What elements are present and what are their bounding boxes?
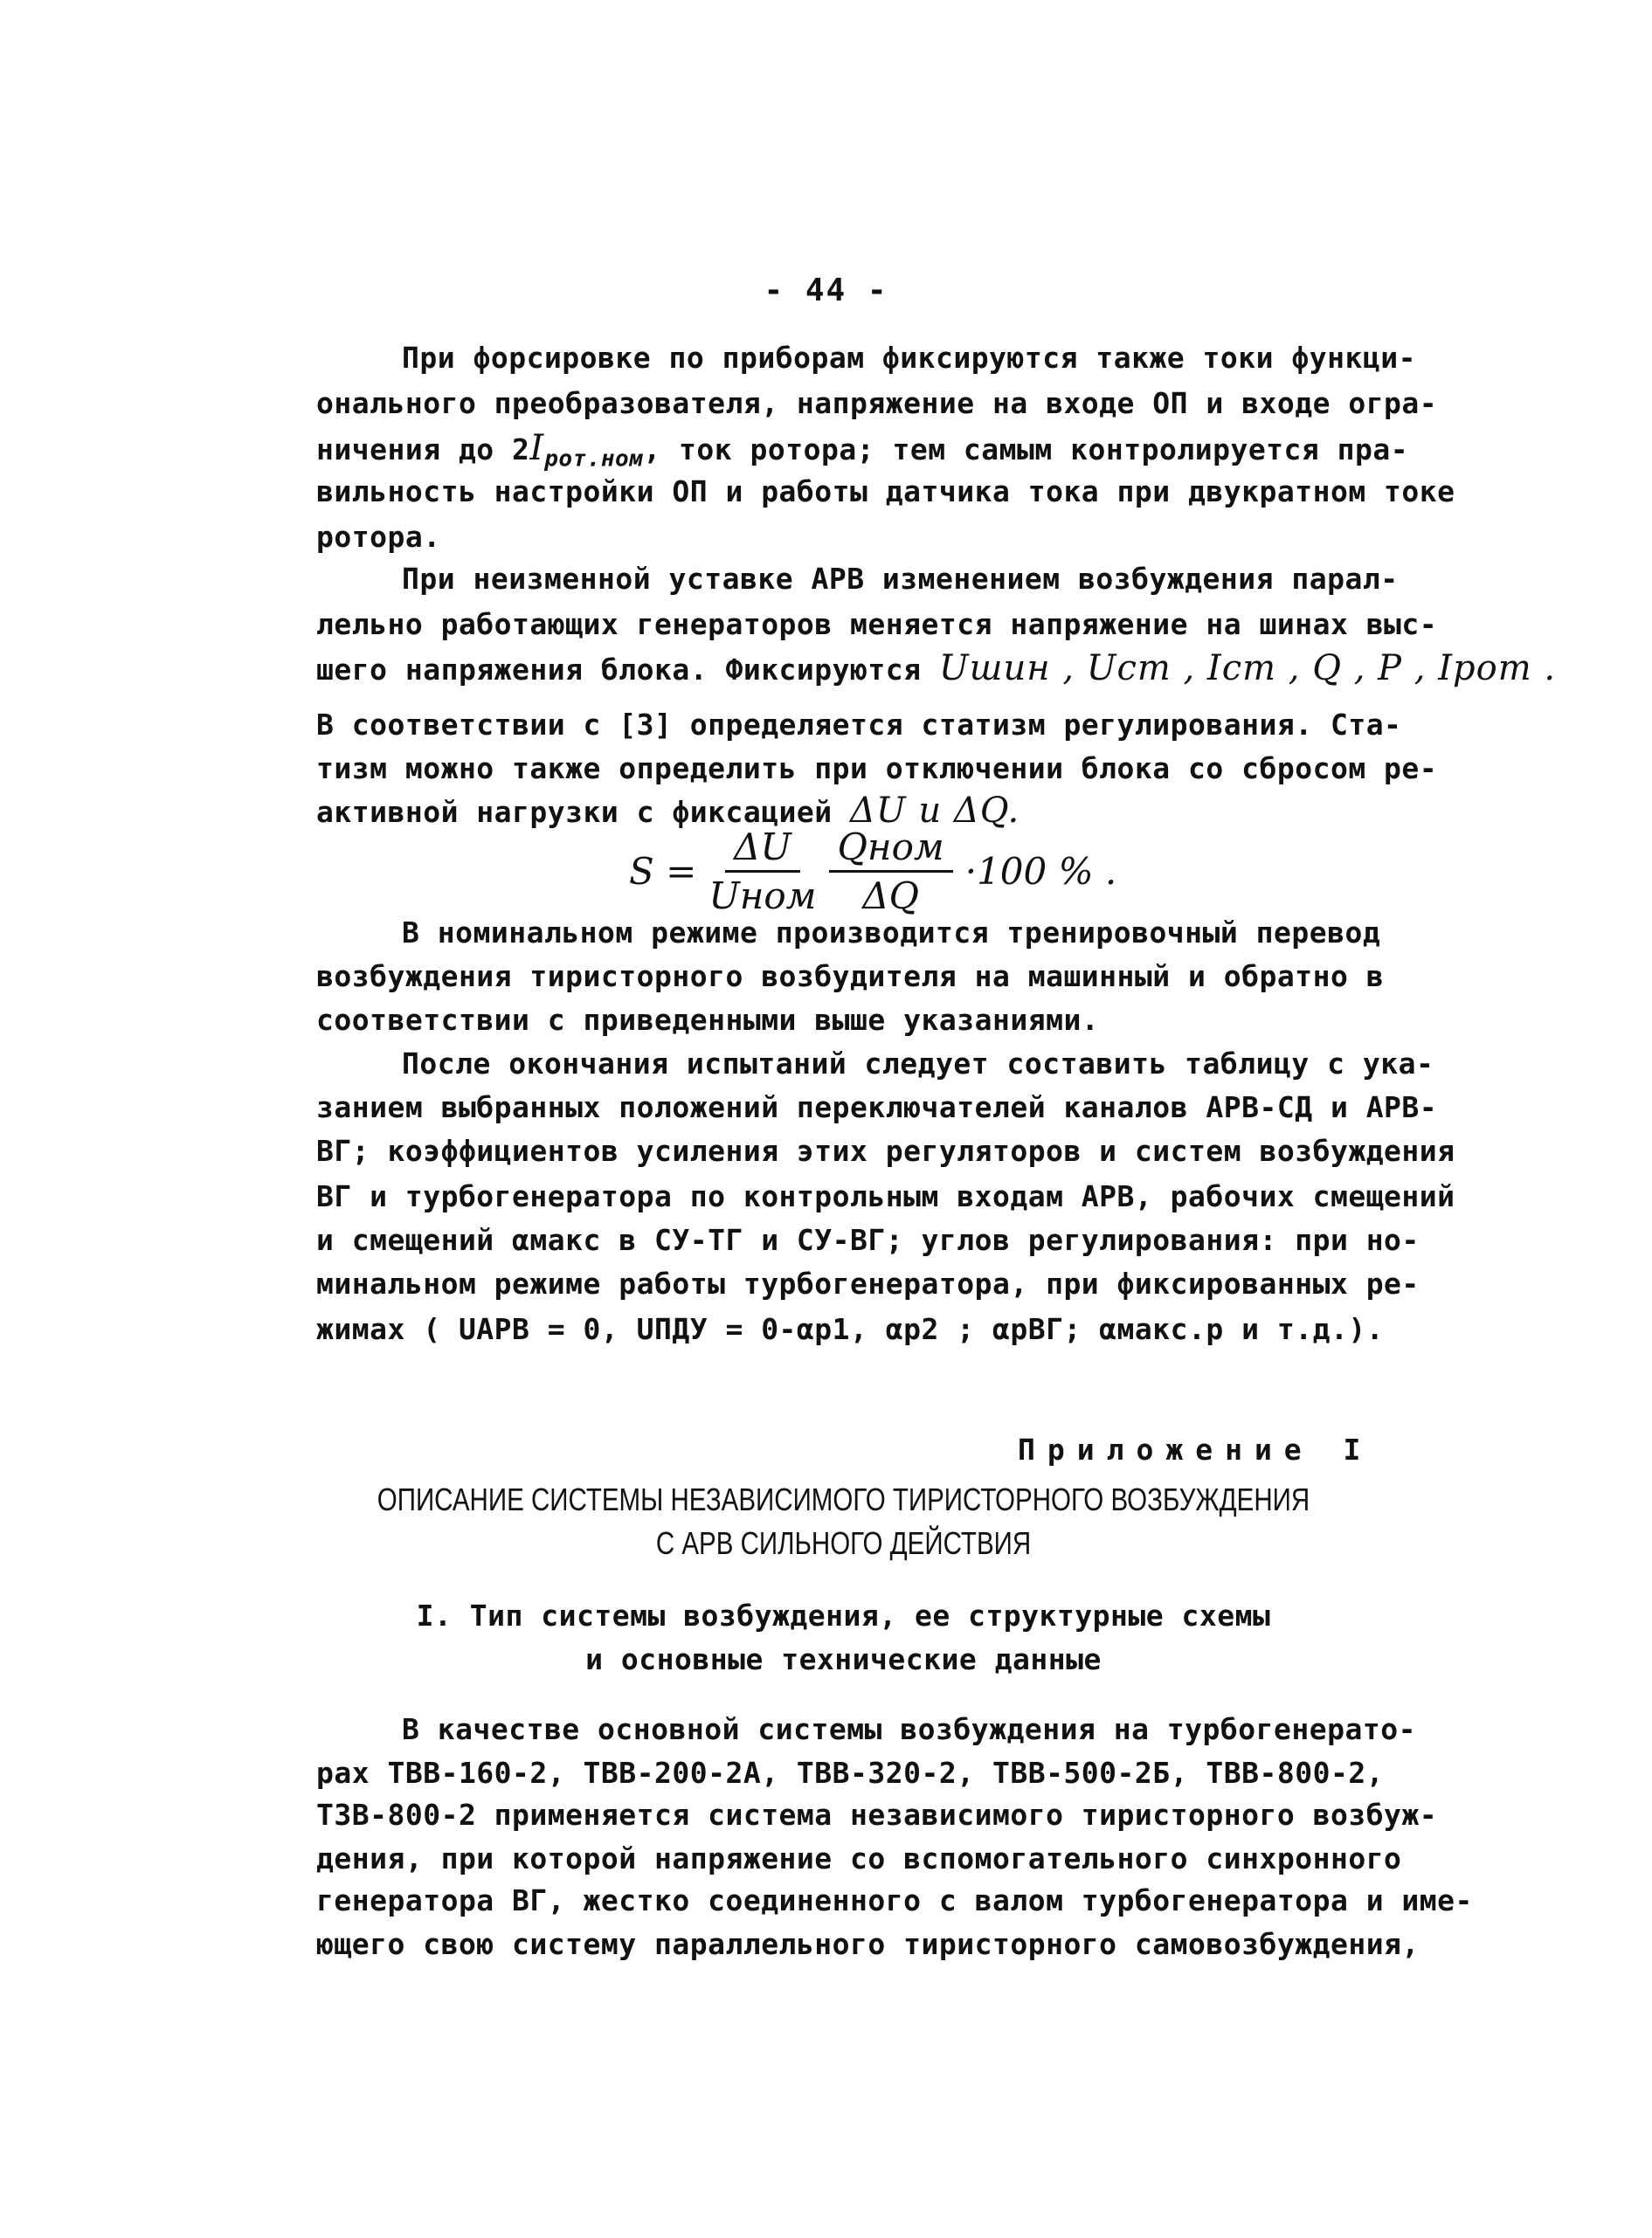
para2-line6-math: ΔU и ΔQ.	[850, 791, 1020, 831]
para1-line3-post: , ток ротора; тем самым контролируется пра-	[643, 432, 1409, 466]
statism-formula	[629, 825, 1116, 917]
formula-lhs: S =	[629, 850, 697, 893]
formula-fraction-1	[708, 825, 816, 917]
appendix-title-line2: С АРВ СИЛЬНОГО ДЕЙСТВИЯ	[655, 1525, 1032, 1561]
rotor-current-subscript: рот.ном	[544, 446, 644, 473]
formula-fraction-2	[829, 825, 953, 917]
formula-frac2-numerator: Qном	[829, 825, 953, 873]
para5-line4: дения, при которой напряжение со вспомогательного синхронного	[316, 1841, 1402, 1875]
para4-line5: и смещений αмакс в СУ-ТГ и СУ-ВГ; углов регулирования: при но-	[316, 1223, 1420, 1257]
para3-line1: В номинальном режиме производится тренировочный перевод	[402, 915, 1381, 950]
para1-line3	[316, 428, 1408, 473]
para4-line7: жимах ( UАРВ = 0, UПДУ = 0-αр1, αр2 ; αрВГ; αмакс.р и т.д.).	[316, 1312, 1385, 1346]
para1-line5: ротора.	[316, 520, 441, 554]
para2-line1: При неизменной уставке АРВ изменением возбуждения парал-	[402, 562, 1399, 596]
appendix-title-line1: ОПИСАНИЕ СИСТЕМЫ НЕЗАВИСИМОГО ТИРИСТОРНОГО ВОЗБУЖДЕНИЯ	[377, 1482, 1310, 1517]
para2-line3	[316, 648, 1556, 688]
para4-line6: минальном режиме работы турбогенератора, при фиксированных ре-	[316, 1267, 1420, 1301]
formula-tail: ·100 % .	[964, 850, 1117, 893]
para4-line3: ВГ; коэффициентов усиления этих регуляторов и систем возбуждения	[316, 1134, 1455, 1168]
page-number: - 44 -	[764, 273, 888, 308]
para4-line1: После окончания испытаний следует составить таблицу с ука-	[402, 1046, 1434, 1081]
para2-line4: В соответствии с [3] определяется статизм регулирования. Ста-	[316, 708, 1402, 742]
para5-line1: В качестве основной системы возбуждения на турбогенерато-	[402, 1712, 1416, 1746]
para2-line6-text: активной нагрузки с фиксацией	[316, 795, 833, 829]
para1-line2: онального преобразователя, напряжение на входе ОП и входе огра-	[316, 386, 1438, 420]
para2-line2: лельно работающих генераторов меняется напряжение на шинах выс-	[316, 607, 1438, 641]
section-heading-line2: и основные технические данные	[585, 1642, 1102, 1676]
para2-line5: тизм можно также определить при отключении блока со сбросом ре-	[316, 751, 1438, 785]
formula-frac1-denominator: Uном	[708, 874, 817, 917]
para4-line2: занием выбранных положений переключателей каналов АРВ-СД и АРВ-	[316, 1090, 1438, 1124]
formula-frac2-denominator: ΔQ	[862, 874, 919, 917]
section-heading-line1: I. Тип системы возбуждения, ее структурные схемы	[416, 1599, 1271, 1633]
para1-line3-pre: ничения до 2	[316, 432, 530, 466]
para5-line2: рах ТВВ-160-2, ТВВ-200-2А, ТВВ-320-2, ТВВ-500-2Б, ТВВ-800-2,	[316, 1756, 1385, 1790]
rotor-current-symbol: I	[529, 428, 545, 468]
para4-line4: ВГ и турбогенератора по контрольным входам АРВ, рабочих смещений	[316, 1179, 1455, 1213]
para2-line3-text: шего напряжения блока. Фиксируются	[316, 653, 922, 687]
appendix-label: Приложение I	[1018, 1433, 1373, 1467]
para5-line5: генератора ВГ, жестко соединенного с валом турбогенератора и име-	[316, 1883, 1473, 1917]
para1-line1: При форсировке по приборам фиксируются также токи функци-	[402, 341, 1416, 375]
para5-line3: ТЗВ-800-2 применяется система независимого тиристорного возбуж-	[316, 1798, 1438, 1832]
para2-line3-math: Uшин , Uст , Iст , Q , P , Iрот .	[938, 648, 1557, 688]
para3-line2: возбуждения тиристорного возбудителя на машинный и обратно в	[316, 959, 1385, 993]
formula-frac1-numerator: ΔU	[725, 825, 800, 873]
para1-line4: вильность настройки ОП и работы датчика тока при двукратном токе	[316, 474, 1455, 508]
para3-line3: соответствии с приведенными выше указаниями.	[316, 1003, 1100, 1037]
para5-line6: ющего свою систему параллельного тиристорного самовозбуждения,	[316, 1927, 1420, 1961]
